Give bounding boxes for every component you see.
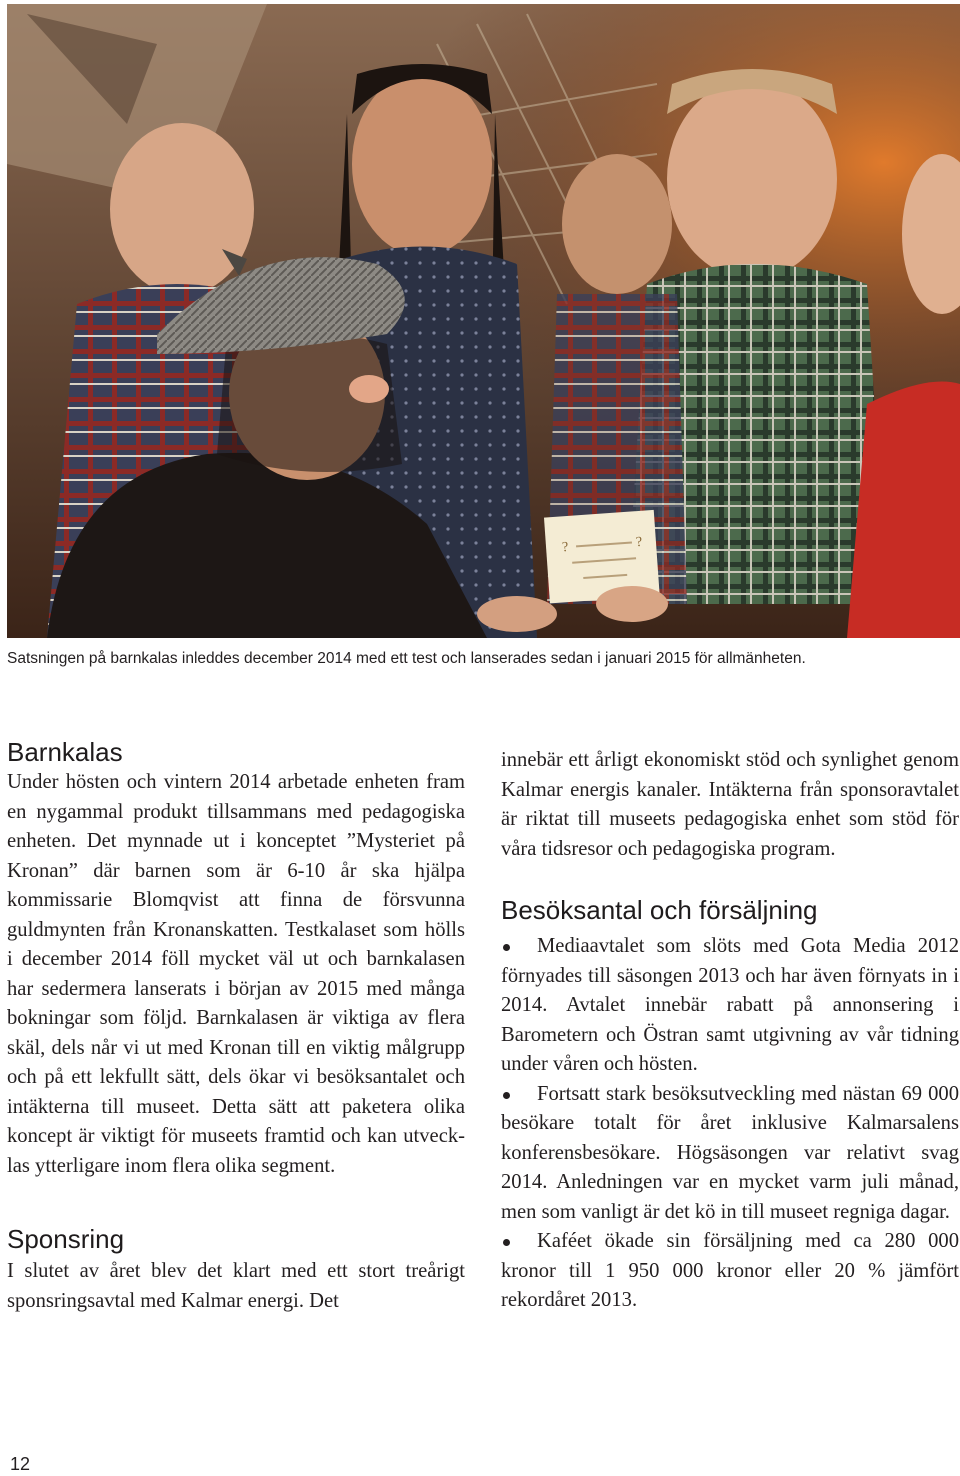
sponsring-continuation-paragraph: innebär ett årligt ekonomiskt stöd och synlighet genom Kalmar energis kanaler. Intäkterna från sponsoravtalet är riktat till museets pedagogiska enhet som stöd för våra tidsresor och pedagogiska program. [501, 749, 959, 860]
section-heading-besoksantal: Besöksantal och försäljning [501, 895, 818, 925]
besoksantal-bullet-list [501, 932, 959, 1316]
children-party-photo [7, 4, 960, 638]
bullet-text: Mediaavtalet som slöts med Gota Media 2012 förnyades till säsongen 2013 och har även förnyats in i 2014. Avtalet innebär rabatt på annonsering i Barometern och Östran samt utgivning av vår tidning under våren och hösten. [501, 935, 959, 1075]
photo-illustration [7, 4, 960, 638]
left-column [7, 736, 465, 1316]
bullet-text: Kaféet ökade sin försäljning med ca 280 000 kronor till 1 950 000 kronor eller 20 % jämfört rekordåret 2013. [501, 1230, 959, 1311]
section-heading-barnkalas: Barnkalas [7, 737, 123, 767]
right-column [501, 746, 959, 1316]
section-heading-sponsring: Sponsring [7, 1224, 125, 1254]
page-number: 12 [10, 1454, 31, 1474]
bullet-dot-icon [503, 1092, 510, 1099]
photo-caption: Satsningen på barnkalas inleddes december 2014 med ett test och lanserades sedan i januari 2015 för allmänheten. [7, 650, 806, 667]
card-question-mark-2: ? [635, 534, 643, 551]
bullet-item [501, 1080, 959, 1228]
sponsring-paragraph: I slutet av året blev det klart med ett stort treårigt sponsringsavtal med Kalmar energi. Det [7, 1260, 465, 1312]
card-question-mark-1: ? [561, 539, 569, 556]
bullet-dot-icon [503, 944, 510, 951]
bullet-item [501, 932, 959, 1080]
bullet-dot-icon [503, 1239, 510, 1246]
barnkalas-paragraph: Under hösten och vintern 2014 arbetade enheten fram en nygammal produkt tillsammans med pedagogiska enheten. Det mynnade ut i konceptet ”Mysteriet på Kronan” där barnen som är 6-10 år ska hjälpa kommissarie Blomqvist att finna de försvunna guldmynten från Kronanskatten. Testkalaset som hölls i december 2014 föll mycket väl ut och barnkalasen har sedermera lanserats i början av 2015 med många bokningar som följd. Barnkalasen är viktiga av flera skäl, dels når vi ut med Kronan till en viktig målgrupp och på ett lekfullt sätt, dels ökar vi besöksantalet och intäkterna till museet. Detta sätt att paketera olika koncept är viktigt för museets framtid och kan utvecklas ytterligare inom flera olika segment. [7, 771, 465, 1177]
bullet-item [501, 1227, 959, 1316]
bullet-text: Fortsatt stark besöksutveckling med nästan 69 000 besökare totalt för året inklusive Kalmarsalens konferensbesökare. Högsäsongen var relativt svag 2014. Anledningen var en mycket varm juli månad, men som vanligt är det kö in till museet regniga dagar. [501, 1082, 959, 1223]
